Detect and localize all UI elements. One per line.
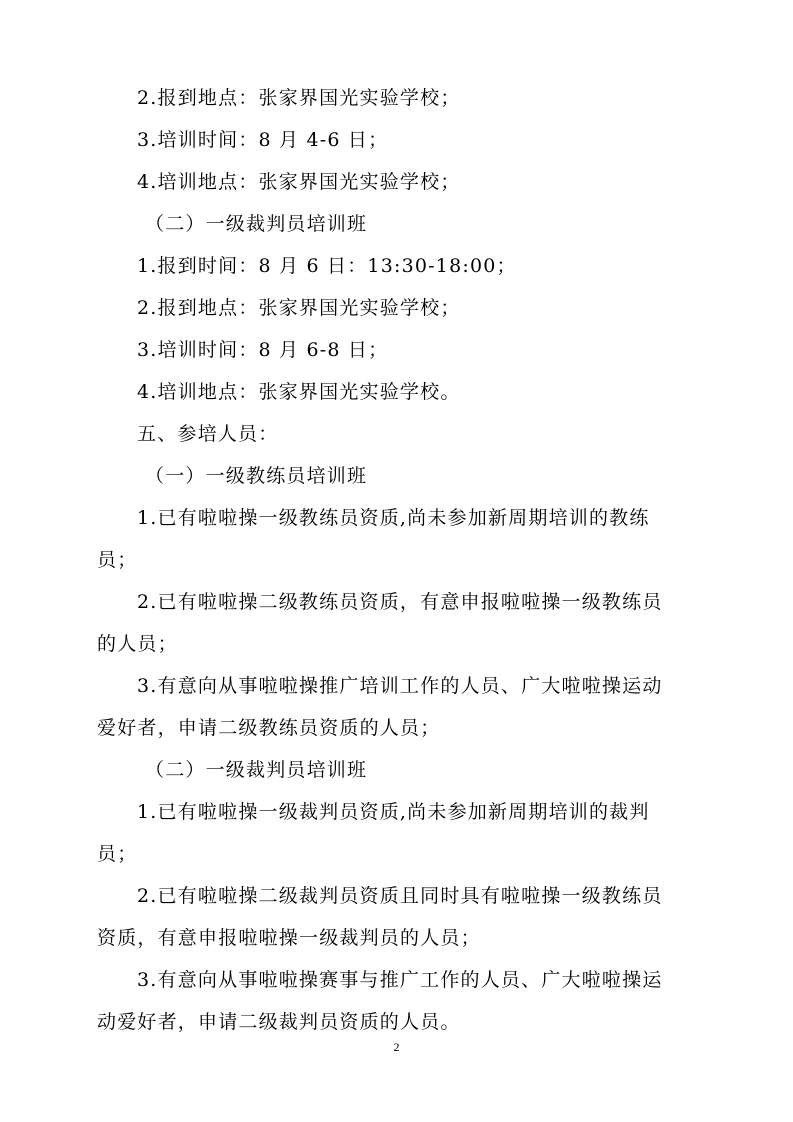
text-line: 2.报到地点：张家界国光实验学校；: [137, 87, 461, 109]
section-heading: （二）一级裁判员培训班: [145, 759, 368, 781]
text-line: 资质，有意申报啦啦操一级裁判员的人员；: [97, 927, 481, 949]
text-line: 3.有意向从事啦啦操赛事与推广工作的人员、广大啦啦操运: [137, 969, 663, 991]
text-line: 动爱好者，申请二级裁判员资质的人员。: [97, 1011, 461, 1033]
text-line: 爱好者，申请二级教练员资质的人员；: [97, 717, 441, 739]
text-line: 2.报到地点：张家界国光实验学校；: [137, 297, 461, 319]
text-line: 的人员；: [97, 633, 178, 655]
section-heading: （二）一级裁判员培训班: [145, 213, 368, 235]
text-line: 3.培训时间：8 月 4-6 日；: [137, 129, 389, 151]
text-line: 2.已有啦啦操二级裁判员资质且同时具有啦啦操一级教练员: [137, 885, 663, 907]
text-line: 3.有意向从事啦啦操推广培训工作的人员、广大啦啦操运动: [137, 675, 663, 697]
text-line: 1.已有啦啦操一级教练员资质,尚未参加新周期培训的教练: [137, 507, 650, 529]
section-heading: 五、参培人员：: [137, 423, 279, 445]
text-line: 员；: [97, 843, 138, 865]
section-heading: （一）一级教练员培训班: [145, 465, 368, 487]
text-line: 2.已有啦啦操二级教练员资质，有意申报啦啦操一级教练员: [137, 591, 663, 613]
text-line: 4.培训地点：张家界国光实验学校。: [137, 381, 461, 403]
text-line: 1.已有啦啦操一级裁判员资质,尚未参加新周期培训的裁判: [137, 801, 650, 823]
text-line: 3.培训时间：8 月 6-8 日；: [137, 339, 389, 361]
text-line: 4.培训地点：张家界国光实验学校；: [137, 171, 461, 193]
page-number: 2: [393, 1040, 400, 1054]
text-line: 员；: [97, 549, 138, 571]
text-line: 1.报到时间：8 月 6 日：13:30-18:00；: [137, 255, 517, 277]
